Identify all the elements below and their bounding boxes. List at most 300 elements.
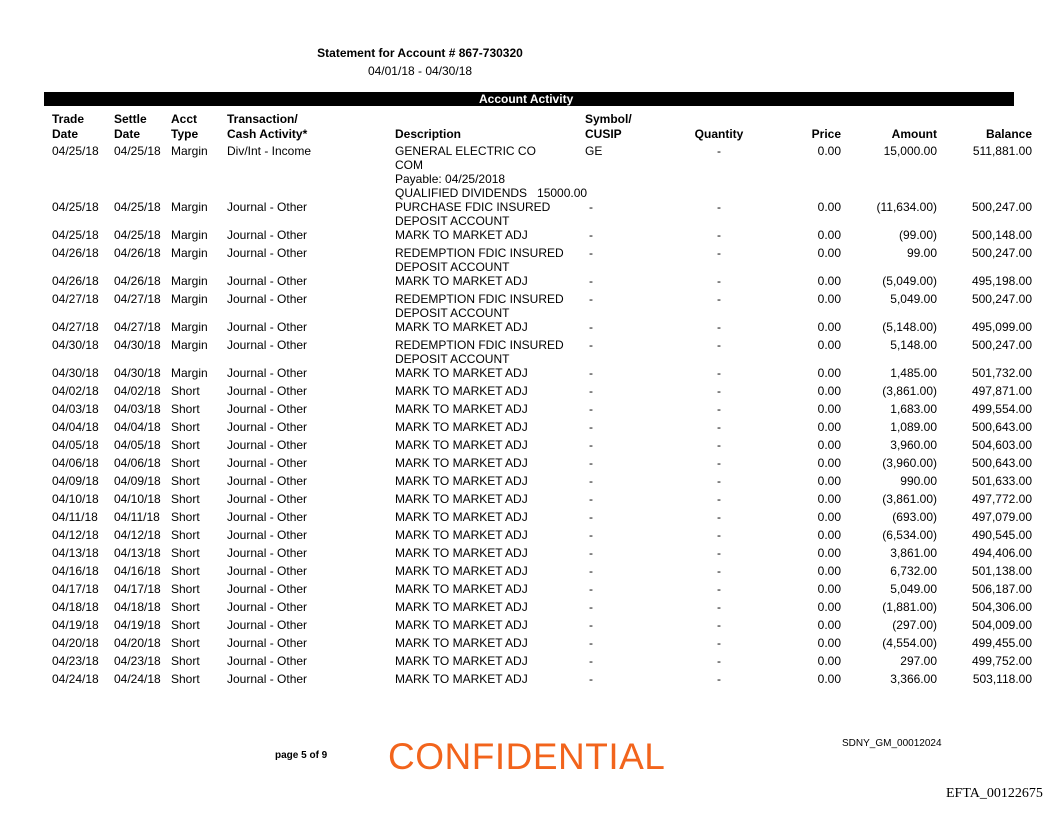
cell-transaction: Journal - Other — [227, 420, 308, 434]
description-line: MARK TO MARKET ADJ — [395, 366, 528, 380]
cell-amount: 1,683.00 — [890, 402, 937, 416]
description-line: MARK TO MARKET ADJ — [395, 510, 528, 524]
table-row — [44, 320, 1038, 338]
cell-symbol: - — [589, 384, 593, 398]
description-line: MARK TO MARKET ADJ — [395, 492, 528, 506]
cell-symbol: - — [589, 228, 593, 242]
cell-acct-type: Margin — [171, 144, 208, 158]
cell-price: 0.00 — [817, 672, 841, 686]
cell-description — [395, 654, 585, 672]
cell-description — [395, 456, 585, 474]
cell-transaction: Journal - Other — [227, 564, 308, 578]
cell-quantity: - — [717, 582, 721, 596]
cell-price: 0.00 — [817, 384, 841, 398]
cell-quantity: - — [717, 292, 721, 306]
cell-trade-date: 04/26/18 — [52, 246, 99, 260]
cell-acct-type: Margin — [171, 366, 208, 380]
cell-trade-date: 04/02/18 — [52, 384, 99, 398]
cell-quantity: - — [717, 546, 721, 560]
cell-description — [395, 320, 585, 338]
cell-transaction: Journal - Other — [227, 228, 308, 242]
table-row — [44, 510, 1038, 528]
cell-trade-date: 04/06/18 — [52, 456, 99, 470]
cell-settle-date: 04/30/18 — [114, 366, 161, 380]
cell-acct-type: Short — [171, 672, 200, 686]
cell-balance: 499,554.00 — [971, 402, 1032, 416]
cell-settle-date: 04/16/18 — [114, 564, 161, 578]
cell-trade-date: 04/16/18 — [52, 564, 99, 578]
cell-amount: (3,861.00) — [882, 492, 937, 506]
cell-description — [395, 582, 585, 600]
col-header-settle-date: Settle Date — [114, 112, 147, 141]
cell-settle-date: 04/10/18 — [114, 492, 161, 506]
cell-balance: 499,455.00 — [971, 636, 1032, 650]
cell-price: 0.00 — [817, 600, 841, 614]
description-line: DEPOSIT ACCOUNT — [395, 260, 510, 274]
description-line: MARK TO MARKET ADJ — [395, 474, 528, 488]
cell-price: 0.00 — [817, 338, 841, 352]
cell-balance: 495,099.00 — [971, 320, 1032, 334]
cell-settle-date: 04/20/18 — [114, 636, 161, 650]
cell-settle-date: 04/02/18 — [114, 384, 161, 398]
cell-transaction: Journal - Other — [227, 320, 308, 334]
cell-amount: (3,960.00) — [882, 456, 937, 470]
cell-amount: 3,366.00 — [890, 672, 937, 686]
table-row — [44, 246, 1038, 274]
cell-trade-date: 04/24/18 — [52, 672, 99, 686]
cell-balance: 497,079.00 — [971, 510, 1032, 524]
cell-transaction: Journal - Other — [227, 528, 308, 542]
col-header-price: Price — [811, 127, 841, 141]
description-line: MARK TO MARKET ADJ — [395, 402, 528, 416]
cell-description — [395, 510, 585, 528]
cell-description — [395, 246, 585, 274]
cell-balance: 500,247.00 — [971, 200, 1032, 214]
cell-acct-type: Short — [171, 600, 200, 614]
cell-balance: 504,603.00 — [971, 438, 1032, 452]
cell-balance: 495,198.00 — [971, 274, 1032, 288]
description-line: MARK TO MARKET ADJ — [395, 618, 528, 632]
table-row — [44, 292, 1038, 320]
cell-acct-type: Short — [171, 420, 200, 434]
cell-amount: 1,089.00 — [890, 420, 937, 434]
cell-symbol: - — [589, 492, 593, 506]
cell-balance: 500,247.00 — [971, 246, 1032, 260]
cell-amount: (297.00) — [892, 618, 937, 632]
table-header-row — [44, 109, 1038, 144]
cell-amount: 3,960.00 — [890, 438, 937, 452]
cell-acct-type: Short — [171, 438, 200, 452]
section-title: Account Activity — [479, 92, 574, 106]
cell-amount: 15,000.00 — [883, 144, 937, 158]
cell-symbol: - — [589, 338, 593, 352]
description-line: DEPOSIT ACCOUNT — [395, 306, 510, 320]
cell-transaction: Journal - Other — [227, 492, 308, 506]
description-line: REDEMPTION FDIC INSURED — [395, 246, 564, 260]
efta-number: EFTA_00122675 — [946, 786, 1043, 801]
cell-transaction: Journal - Other — [227, 654, 308, 668]
cell-balance: 501,732.00 — [971, 366, 1032, 380]
cell-acct-type: Short — [171, 582, 200, 596]
cell-symbol: GE — [585, 144, 603, 158]
cell-settle-date: 04/27/18 — [114, 320, 161, 334]
confidential-stamp: CONFIDENTIAL — [388, 736, 666, 777]
cell-quantity: - — [717, 654, 721, 668]
description-line: MARK TO MARKET ADJ — [395, 636, 528, 650]
cell-settle-date: 04/17/18 — [114, 582, 161, 596]
cell-quantity: - — [717, 600, 721, 614]
table-row — [44, 438, 1038, 456]
description-line: GENERAL ELECTRIC CO — [395, 144, 536, 158]
statement-title: Statement for Account # 867-730320 — [317, 46, 523, 60]
cell-trade-date: 04/25/18 — [52, 200, 99, 214]
col-header-acct-type: Acct Type — [171, 112, 199, 141]
cell-symbol: - — [589, 672, 593, 686]
cell-settle-date: 04/25/18 — [114, 200, 161, 214]
cell-quantity: - — [717, 618, 721, 632]
cell-symbol: - — [589, 510, 593, 524]
description-line: MARK TO MARKET ADJ — [395, 456, 528, 470]
description-line: PURCHASE FDIC INSURED — [395, 200, 551, 214]
cell-quantity: - — [717, 492, 721, 506]
cell-symbol: - — [589, 654, 593, 668]
col-header-balance: Balance — [985, 127, 1032, 141]
description-line: MARK TO MARKET ADJ — [395, 654, 528, 668]
cell-amount: 6,732.00 — [890, 564, 937, 578]
cell-symbol: - — [589, 636, 593, 650]
cell-quantity: - — [717, 228, 721, 242]
cell-acct-type: Short — [171, 546, 200, 560]
cell-settle-date: 04/26/18 — [114, 246, 161, 260]
cell-price: 0.00 — [817, 402, 841, 416]
cell-symbol: - — [589, 582, 593, 596]
cell-quantity: - — [717, 366, 721, 380]
cell-trade-date: 04/13/18 — [52, 546, 99, 560]
cell-symbol: - — [589, 438, 593, 452]
table-row — [44, 456, 1038, 474]
cell-trade-date: 04/27/18 — [52, 320, 99, 334]
cell-quantity: - — [717, 510, 721, 524]
cell-settle-date: 04/18/18 — [114, 600, 161, 614]
description-line: MARK TO MARKET ADJ — [395, 438, 528, 452]
cell-price: 0.00 — [817, 618, 841, 632]
cell-quantity: - — [717, 200, 721, 214]
cell-balance: 500,247.00 — [971, 292, 1032, 306]
cell-trade-date: 04/30/18 — [52, 366, 99, 380]
cell-symbol: - — [589, 320, 593, 334]
cell-acct-type: Short — [171, 474, 200, 488]
cell-price: 0.00 — [817, 320, 841, 334]
description-line: REDEMPTION FDIC INSURED — [395, 292, 564, 306]
cell-quantity: - — [717, 420, 721, 434]
cell-description — [395, 274, 585, 292]
cell-symbol: - — [589, 528, 593, 542]
cell-amount: (693.00) — [892, 510, 937, 524]
cell-transaction: Journal - Other — [227, 402, 308, 416]
cell-description — [395, 600, 585, 618]
cell-price: 0.00 — [817, 654, 841, 668]
cell-transaction: Journal - Other — [227, 546, 308, 560]
bates-number: SDNY_GM_00012024 — [842, 738, 942, 749]
cell-description — [395, 384, 585, 402]
cell-amount: 990.00 — [900, 474, 937, 488]
cell-description — [395, 402, 585, 420]
table-row — [44, 492, 1038, 510]
cell-amount: 297.00 — [900, 654, 937, 668]
cell-trade-date: 04/03/18 — [52, 402, 99, 416]
cell-trade-date: 04/18/18 — [52, 600, 99, 614]
cell-balance: 506,187.00 — [971, 582, 1032, 596]
cell-acct-type: Margin — [171, 246, 208, 260]
description-line: COM — [395, 158, 423, 172]
cell-description — [395, 338, 585, 366]
cell-amount: (1,881.00) — [882, 600, 937, 614]
cell-balance: 497,772.00 — [971, 492, 1032, 506]
cell-transaction: Journal - Other — [227, 246, 308, 260]
cell-transaction: Journal - Other — [227, 366, 308, 380]
cell-quantity: - — [717, 438, 721, 452]
cell-transaction: Journal - Other — [227, 384, 308, 398]
cell-trade-date: 04/09/18 — [52, 474, 99, 488]
cell-description — [395, 492, 585, 510]
description-line: MARK TO MARKET ADJ — [395, 546, 528, 560]
table-row — [44, 636, 1038, 654]
cell-description — [395, 200, 585, 228]
account-activity-table — [44, 109, 1038, 690]
cell-amount: 99.00 — [906, 246, 937, 260]
cell-settle-date: 04/04/18 — [114, 420, 161, 434]
cell-acct-type: Margin — [171, 292, 208, 306]
cell-trade-date: 04/23/18 — [52, 654, 99, 668]
cell-balance: 490,545.00 — [971, 528, 1032, 542]
cell-description — [395, 228, 585, 246]
cell-settle-date: 04/25/18 — [114, 228, 161, 242]
cell-settle-date: 04/30/18 — [114, 338, 161, 352]
table-row — [44, 672, 1038, 690]
description-line: MARK TO MARKET ADJ — [395, 528, 528, 542]
cell-trade-date: 04/27/18 — [52, 292, 99, 306]
cell-settle-date: 04/25/18 — [114, 144, 161, 158]
col-header-amount: Amount — [891, 127, 937, 141]
cell-balance: 503,118.00 — [972, 672, 1032, 686]
cell-acct-type: Short — [171, 636, 200, 650]
cell-price: 0.00 — [817, 546, 841, 560]
cell-symbol: - — [589, 200, 593, 214]
cell-settle-date: 04/26/18 — [114, 274, 161, 288]
col-header-trade-date: Trade Date — [52, 112, 85, 141]
cell-symbol: - — [589, 402, 593, 416]
cell-description — [395, 366, 585, 384]
cell-price: 0.00 — [817, 474, 841, 488]
description-line: MARK TO MARKET ADJ — [395, 582, 528, 596]
cell-settle-date: 04/09/18 — [114, 474, 161, 488]
cell-symbol: - — [589, 546, 593, 560]
cell-trade-date: 04/17/18 — [52, 582, 99, 596]
cell-price: 0.00 — [817, 438, 841, 452]
cell-transaction: Journal - Other — [227, 200, 308, 214]
table-row — [44, 474, 1038, 492]
cell-price: 0.00 — [817, 292, 841, 306]
cell-balance: 500,643.00 — [971, 420, 1032, 434]
cell-amount: (11,634.00) — [876, 200, 937, 214]
description-line: MARK TO MARKET ADJ — [395, 384, 528, 398]
cell-price: 0.00 — [817, 420, 841, 434]
cell-settle-date: 04/06/18 — [114, 456, 161, 470]
cell-quantity: - — [717, 564, 721, 578]
table-row — [44, 200, 1038, 228]
cell-quantity: - — [717, 338, 721, 352]
cell-transaction: Journal - Other — [227, 510, 308, 524]
cell-quantity: - — [717, 144, 721, 158]
table-row — [44, 274, 1038, 292]
cell-acct-type: Margin — [171, 274, 208, 288]
table-row — [44, 228, 1038, 246]
cell-trade-date: 04/20/18 — [52, 636, 99, 650]
table-row — [44, 654, 1038, 672]
cell-price: 0.00 — [817, 510, 841, 524]
cell-symbol: - — [589, 618, 593, 632]
cell-amount: (5,049.00) — [882, 274, 937, 288]
description-line: MARK TO MARKET ADJ — [395, 600, 528, 614]
cell-settle-date: 04/05/18 — [114, 438, 161, 452]
cell-balance: 501,138.00 — [971, 564, 1032, 578]
cell-balance: 500,643.00 — [971, 456, 1032, 470]
cell-acct-type: Short — [171, 510, 200, 524]
section-header-bar — [44, 92, 1014, 106]
cell-symbol: - — [589, 474, 593, 488]
cell-trade-date: 04/05/18 — [52, 438, 99, 452]
description-line: MARK TO MARKET ADJ — [395, 228, 528, 242]
cell-quantity: - — [717, 528, 721, 542]
cell-price: 0.00 — [817, 200, 841, 214]
cell-price: 0.00 — [817, 456, 841, 470]
cell-price: 0.00 — [817, 564, 841, 578]
cell-quantity: - — [717, 384, 721, 398]
cell-acct-type: Margin — [171, 320, 208, 334]
cell-acct-type: Short — [171, 384, 200, 398]
cell-price: 0.00 — [817, 274, 841, 288]
cell-acct-type: Margin — [171, 338, 208, 352]
cell-description — [395, 546, 585, 564]
col-header-transaction: Transaction/ Cash Activity* — [227, 112, 308, 141]
cell-price: 0.00 — [817, 636, 841, 650]
cell-settle-date: 04/23/18 — [114, 654, 161, 668]
cell-quantity: - — [717, 474, 721, 488]
cell-description — [395, 292, 585, 320]
table-row — [44, 528, 1038, 546]
cell-symbol: - — [589, 600, 593, 614]
cell-trade-date: 04/12/18 — [52, 528, 99, 542]
description-line: MARK TO MARKET ADJ — [395, 564, 528, 578]
cell-quantity: - — [717, 636, 721, 650]
description-line: REDEMPTION FDIC INSURED — [395, 338, 564, 352]
description-line: MARK TO MARKET ADJ — [395, 320, 528, 334]
cell-transaction: Journal - Other — [227, 618, 308, 632]
cell-balance: 497,871.00 — [971, 384, 1032, 398]
cell-balance: 511,881.00 — [972, 144, 1032, 158]
description-line: MARK TO MARKET ADJ — [395, 274, 528, 288]
cell-acct-type: Short — [171, 564, 200, 578]
cell-description — [395, 672, 585, 690]
description-line: QUALIFIED DIVIDENDS 15000.00 — [395, 186, 588, 200]
table-row — [44, 338, 1038, 366]
col-header-symbol: Symbol/ CUSIP — [585, 112, 632, 141]
cell-amount: (3,861.00) — [882, 384, 937, 398]
cell-acct-type: Short — [171, 618, 200, 632]
cell-price: 0.00 — [817, 492, 841, 506]
cell-transaction: Journal - Other — [227, 338, 308, 352]
statement-period: 04/01/18 - 04/30/18 — [367, 64, 473, 78]
cell-description — [395, 438, 585, 456]
activity-rows — [44, 144, 1038, 690]
cell-acct-type: Margin — [171, 228, 208, 242]
cell-trade-date: 04/19/18 — [52, 618, 99, 632]
cell-trade-date: 04/25/18 — [52, 228, 99, 242]
table-row — [44, 582, 1038, 600]
cell-amount: 5,049.00 — [890, 582, 937, 596]
table-row — [44, 420, 1038, 438]
cell-acct-type: Short — [171, 528, 200, 542]
cell-acct-type: Short — [171, 492, 200, 506]
description-line: Payable: 04/25/2018 — [395, 172, 506, 186]
cell-balance: 494,406.00 — [971, 546, 1032, 560]
cell-settle-date: 04/27/18 — [114, 292, 161, 306]
cell-quantity: - — [717, 402, 721, 416]
cell-price: 0.00 — [817, 228, 841, 242]
cell-amount: (99.00) — [898, 228, 937, 242]
cell-quantity: - — [717, 246, 721, 260]
cell-symbol: - — [589, 420, 593, 434]
cell-price: 0.00 — [817, 144, 841, 158]
cell-price: 0.00 — [817, 246, 841, 260]
cell-amount: (6,534.00) — [882, 528, 937, 542]
description-line: DEPOSIT ACCOUNT — [395, 352, 510, 366]
table-row — [44, 600, 1038, 618]
cell-amount: (5,148.00) — [882, 320, 937, 334]
cell-symbol: - — [589, 292, 593, 306]
cell-trade-date: 04/11/18 — [52, 510, 98, 524]
cell-balance: 500,247.00 — [971, 338, 1032, 352]
cell-transaction: Div/Int - Income — [227, 144, 312, 158]
cell-description — [395, 564, 585, 582]
cell-settle-date: 04/12/18 — [114, 528, 161, 542]
table-row — [44, 366, 1038, 384]
cell-amount: 3,861.00 — [890, 546, 937, 560]
cell-trade-date: 04/10/18 — [52, 492, 99, 506]
table-row — [44, 546, 1038, 564]
cell-settle-date: 04/13/18 — [114, 546, 161, 560]
description-line: MARK TO MARKET ADJ — [395, 420, 528, 434]
cell-acct-type: Margin — [171, 200, 208, 214]
cell-description — [395, 528, 585, 546]
description-line: MARK TO MARKET ADJ — [395, 672, 528, 686]
cell-description — [395, 618, 585, 636]
cell-transaction: Journal - Other — [227, 438, 308, 452]
page-number: page 5 of 9 — [275, 750, 328, 761]
cell-quantity: - — [717, 274, 721, 288]
table-row — [44, 618, 1038, 636]
cell-transaction: Journal - Other — [227, 456, 308, 470]
cell-quantity: - — [717, 672, 721, 686]
cell-price: 0.00 — [817, 366, 841, 380]
cell-trade-date: 04/26/18 — [52, 274, 99, 288]
cell-balance: 501,633.00 — [971, 474, 1032, 488]
cell-trade-date: 04/25/18 — [52, 144, 99, 158]
cell-symbol: - — [589, 246, 593, 260]
cell-transaction: Journal - Other — [227, 600, 308, 614]
cell-description — [395, 474, 585, 492]
cell-settle-date: 04/11/18 — [114, 510, 160, 524]
